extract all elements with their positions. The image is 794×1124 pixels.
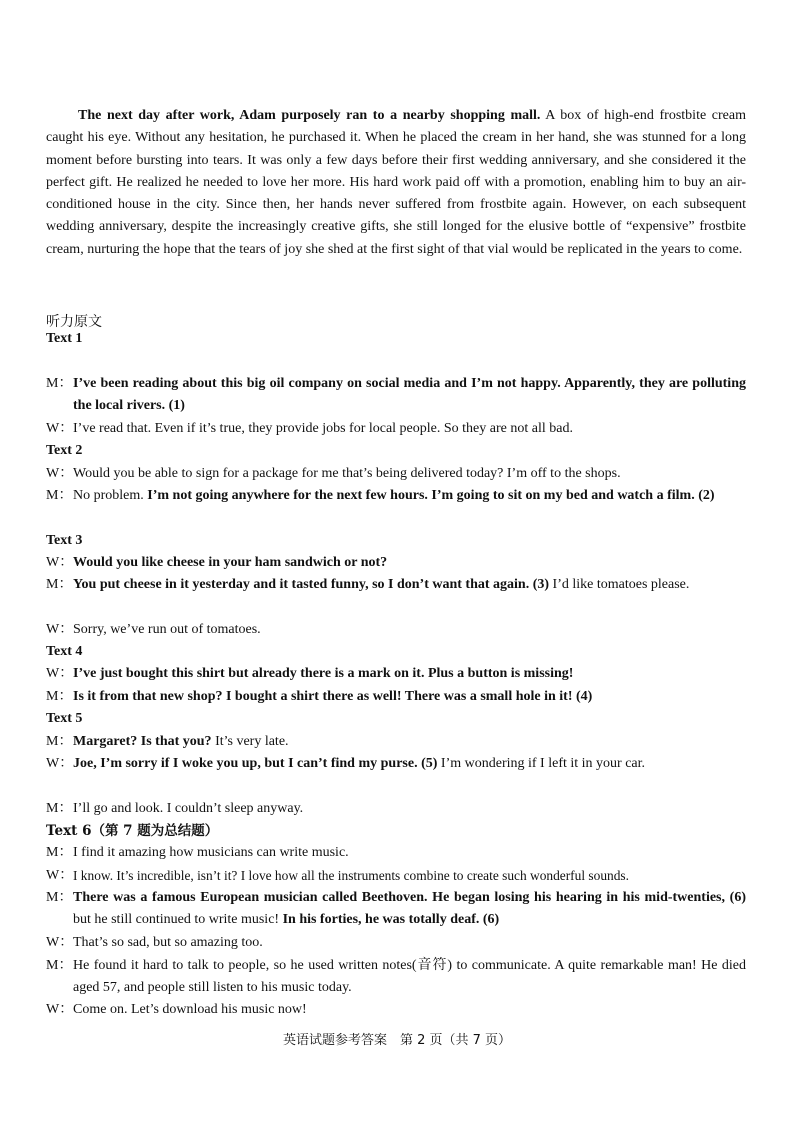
speaker-label: M： bbox=[46, 801, 73, 816]
text-4-line-m bbox=[46, 686, 746, 708]
utterance: Sorry, we’ve run out of tomatoes. bbox=[73, 622, 261, 637]
speaker-label: W： bbox=[46, 756, 74, 771]
text-6-line-w2 bbox=[46, 932, 746, 954]
text-2-line-m bbox=[46, 485, 746, 507]
utterance: but he still continued to write music! bbox=[73, 912, 283, 927]
text-2-heading: Text 2 bbox=[46, 443, 83, 458]
text-3-heading: Text 3 bbox=[46, 533, 83, 548]
utterance: I’ve read that. Even if it’s true, they provide jobs for local people. So they are not all bad. bbox=[73, 421, 573, 436]
text-3-line-w2 bbox=[46, 619, 746, 641]
utterance-bold: Joe, I’m sorry if I woke you up, but I can’t find my purse. (5) bbox=[73, 756, 438, 771]
speaker-label: W： bbox=[46, 868, 74, 883]
listening-transcript-title: 听力原文 bbox=[46, 314, 102, 330]
text-6-line-w3 bbox=[46, 999, 746, 1021]
utterance: I find it amazing how musicians can write music. bbox=[73, 845, 349, 860]
utterance-bold: There was a famous European musician called Beethoven. He began losing his hearing in his mid-twenties, (6) bbox=[73, 890, 746, 905]
speaker-label: W： bbox=[46, 622, 74, 637]
utterance: I’ll go and look. I couldn’t sleep anyway. bbox=[73, 801, 304, 816]
utterance-bold: You put cheese in it yesterday and it tasted funny, so I don’t want that again. (3) bbox=[73, 577, 550, 592]
text-2-line-w bbox=[46, 463, 746, 485]
speaker-label: W： bbox=[46, 1002, 74, 1017]
utterance-bold: In his forties, he was totally deaf. (6) bbox=[282, 912, 500, 927]
text-6-line-m bbox=[46, 842, 746, 864]
story-paragraph bbox=[46, 105, 746, 261]
utterance-bold: Would you like cheese in your ham sandwich or not? bbox=[73, 555, 388, 570]
utterance: He found it hard to talk to people, so he used written notes(音符) to communicate. A quite remarkable man! He died aged 57, and people still listen to his music today. bbox=[73, 958, 746, 995]
utterance: I know. It’s incredible, isn’t it? I love how all the instruments combine to create such wonderful sounds. bbox=[73, 868, 629, 883]
speaker-label: M： bbox=[46, 890, 73, 905]
speaker-label: W： bbox=[46, 935, 74, 950]
text-4-heading: Text 4 bbox=[46, 644, 83, 659]
speaker-label: M： bbox=[46, 488, 73, 503]
speaker-label: M： bbox=[46, 577, 73, 592]
utterance-bold: Is it from that new shop? I bought a shirt there as well! There was a small hole in it! (4) bbox=[73, 689, 593, 704]
utterance: It’s very late. bbox=[211, 734, 289, 749]
text-6-line-m2 bbox=[46, 887, 746, 931]
paragraph-lead-sentence: The next day after work, Adam purposely ran to a nearby shopping mall. bbox=[78, 108, 541, 123]
speaker-label: W： bbox=[46, 555, 74, 570]
text-1-line-m bbox=[46, 373, 746, 417]
text-5-heading: Text 5 bbox=[46, 711, 83, 726]
utterance-bold: I’ve been reading about this big oil company on social media and I’m not happy. Apparently, they are polluting the local rivers. (1) bbox=[73, 376, 746, 413]
text-1-heading: Text 1 bbox=[46, 331, 83, 346]
text-4-line-w bbox=[46, 663, 746, 685]
text-1-line-w bbox=[46, 418, 746, 440]
speaker-label: M： bbox=[46, 845, 73, 860]
text-6-line-w bbox=[46, 865, 746, 887]
utterance-bold: Margaret? Is that you? bbox=[73, 734, 212, 749]
utterance: I’d like tomatoes please. bbox=[549, 577, 690, 592]
speaker-label: M： bbox=[46, 689, 73, 704]
utterance-bold: I’ve just bought this shirt but already there is a mark on it. Plus a button is missing! bbox=[73, 666, 574, 681]
text-6-line-m3 bbox=[46, 955, 746, 999]
utterance: No problem. bbox=[73, 488, 148, 503]
text-5-line-m bbox=[46, 731, 746, 753]
text-3-line-m bbox=[46, 574, 746, 596]
speaker-label: W： bbox=[46, 421, 74, 436]
utterance: That’s so sad, but so amazing too. bbox=[73, 935, 263, 950]
speaker-label: M： bbox=[46, 734, 73, 749]
utterance: I’m wondering if I left it in your car. bbox=[437, 756, 646, 771]
paragraph-body: A box of high-end frostbite cream caught his eye. Without any hesitation, he purchased it. When he placed the cream in her hand, she was stunned for a long moment before bursting into tears. It was only a few days before their first wedding anniversary, and she considered it the perfect gift. He realized he needed to love her more. His hard work paid off with a promotion, enabling him to buy an air-conditioned house in the city. Since then, her hands never suffered from frostbite again. However, on each subsequent wedding anniversary, despite the increasingly creative gifts, she still longed for the elusive bottle of “expensive” frostbite cream, nurturing the hope that the tears of joy she shed at the first sight of that vial would be replicated in the years to come. bbox=[46, 108, 746, 257]
speaker-label: M： bbox=[46, 958, 73, 973]
text-6-heading: Text 6（第 7 题为总结题） bbox=[46, 823, 219, 839]
text-3-line-w bbox=[46, 552, 746, 574]
utterance-bold: I’m not going anywhere for the next few hours. I’m going to sit on my bed and watch a film. (2) bbox=[147, 488, 715, 503]
speaker-label: W： bbox=[46, 466, 74, 481]
text-5-line-m2 bbox=[46, 798, 746, 820]
text-5-line-w bbox=[46, 753, 746, 775]
utterance: Come on. Let’s download his music now! bbox=[73, 1002, 307, 1017]
speaker-label: W： bbox=[46, 666, 74, 681]
utterance: Would you be able to sign for a package for me that’s being delivered today? I’m off to the shops. bbox=[73, 466, 621, 481]
speaker-label: M： bbox=[46, 376, 73, 391]
page-footer: 英语试题参考答案 第 2 页（共 7 页） bbox=[282, 1033, 512, 1048]
